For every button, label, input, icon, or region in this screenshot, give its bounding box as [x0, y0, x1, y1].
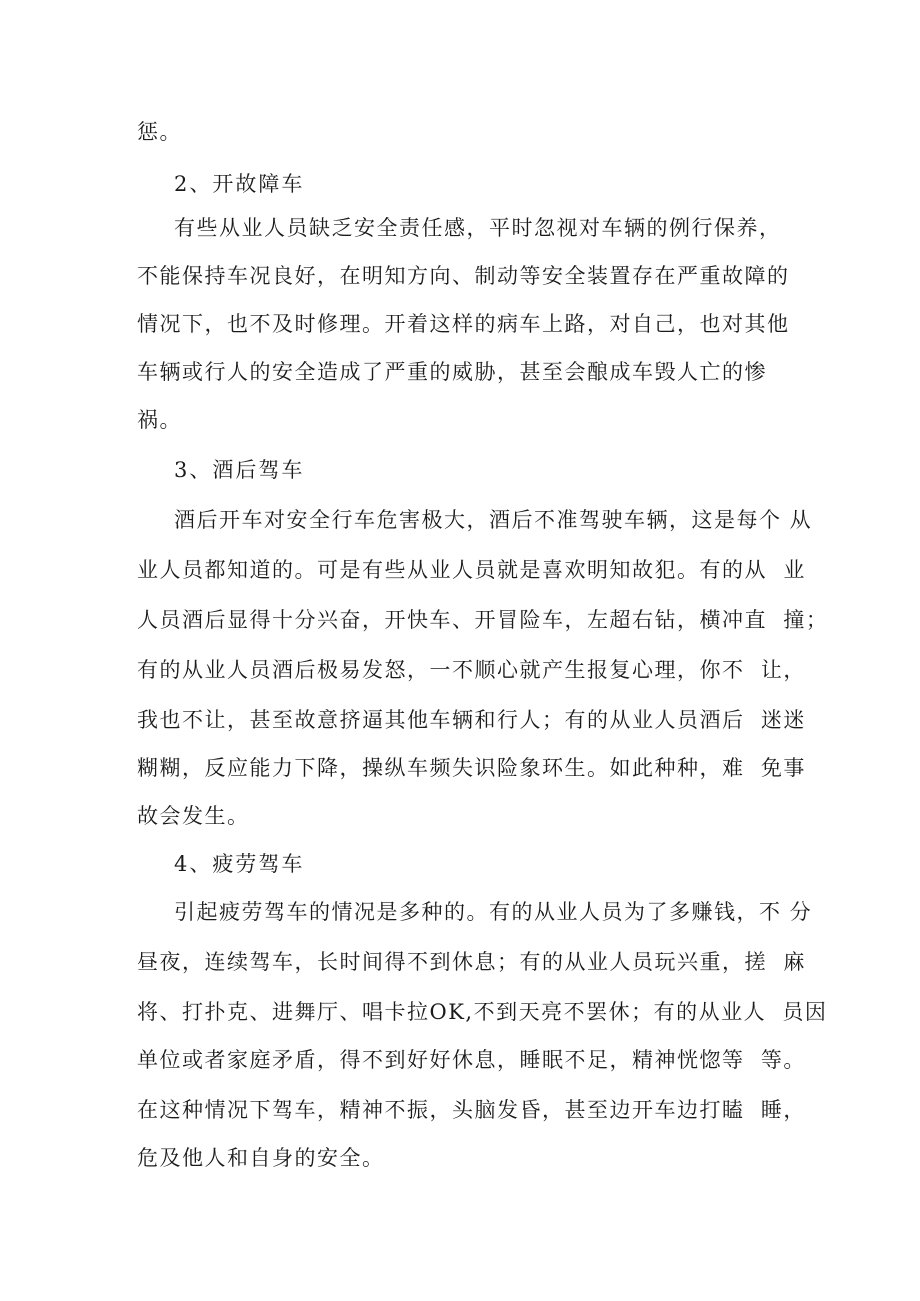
body-line: 业人员都知道的。可是有些从业人员就是喜欢明知故犯。有的从 业: [137, 558, 806, 582]
body-line: 情况下，也不及时修理。开着这样的病车上路，对自己，也对其他: [137, 312, 790, 336]
body-line: 酒后开车对安全行车危害极大，酒后不准驾驶车辆，这是每个 从: [174, 508, 813, 532]
body-line: 惩。: [137, 120, 182, 144]
body-line: 昼夜，连续驾车，长时间得不到休息；有的从业人员玩兴重，搓 麻: [137, 950, 806, 974]
body-line: 有些从业人员缺乏安全责任感，平时忽视对车辆的例行保养，: [174, 216, 782, 240]
section-heading: 2、开故障车: [174, 172, 305, 196]
body-line: 我也不让，甚至故意挤逼其他车辆和行人；有的从业人员酒后 迷迷: [137, 708, 806, 732]
body-line: 引起疲劳驾车的情况是多种的。有的从业人员为了多赚钱，不 分: [174, 900, 813, 924]
body-line: 车辆或行人的安全造成了严重的威胁，甚至会酿成车毁人亡的惨: [137, 360, 767, 384]
section-heading: 4、疲劳驾车: [174, 852, 305, 876]
body-line: 人员酒后显得十分兴奋，开快车、开冒险车，左超右钻，横冲直 撞；: [137, 608, 829, 632]
body-line: 危及他人和自身的安全。: [137, 1146, 385, 1170]
body-line: 祸。: [137, 408, 182, 432]
section-heading: 3、酒后驾车: [174, 458, 305, 482]
body-line: 故会发生。: [137, 804, 250, 828]
body-line: 单位或者家庭矛盾，得不到好好休息，睡眠不足，精神恍惚等 等。: [137, 1048, 806, 1072]
body-line: 将、打扑克、进舞厅、唱卡拉OK,不到天亮不罢休；有的从业人 员因: [137, 1000, 828, 1024]
body-line: 在这种情况下驾车，精神不振，头脑发昏，甚至边开车边打瞌 睡，: [137, 1098, 806, 1122]
body-line: 不能保持车况良好，在明知方向、制动等安全装置存在严重故障的: [137, 264, 790, 288]
body-line: 有的从业人员酒后极易发怒，一不顺心就产生报复心理，你不 让，: [137, 658, 806, 682]
body-line: 糊糊，反应能力下降，操纵车频失识险象环生。如此种种，难 免事: [137, 756, 806, 780]
